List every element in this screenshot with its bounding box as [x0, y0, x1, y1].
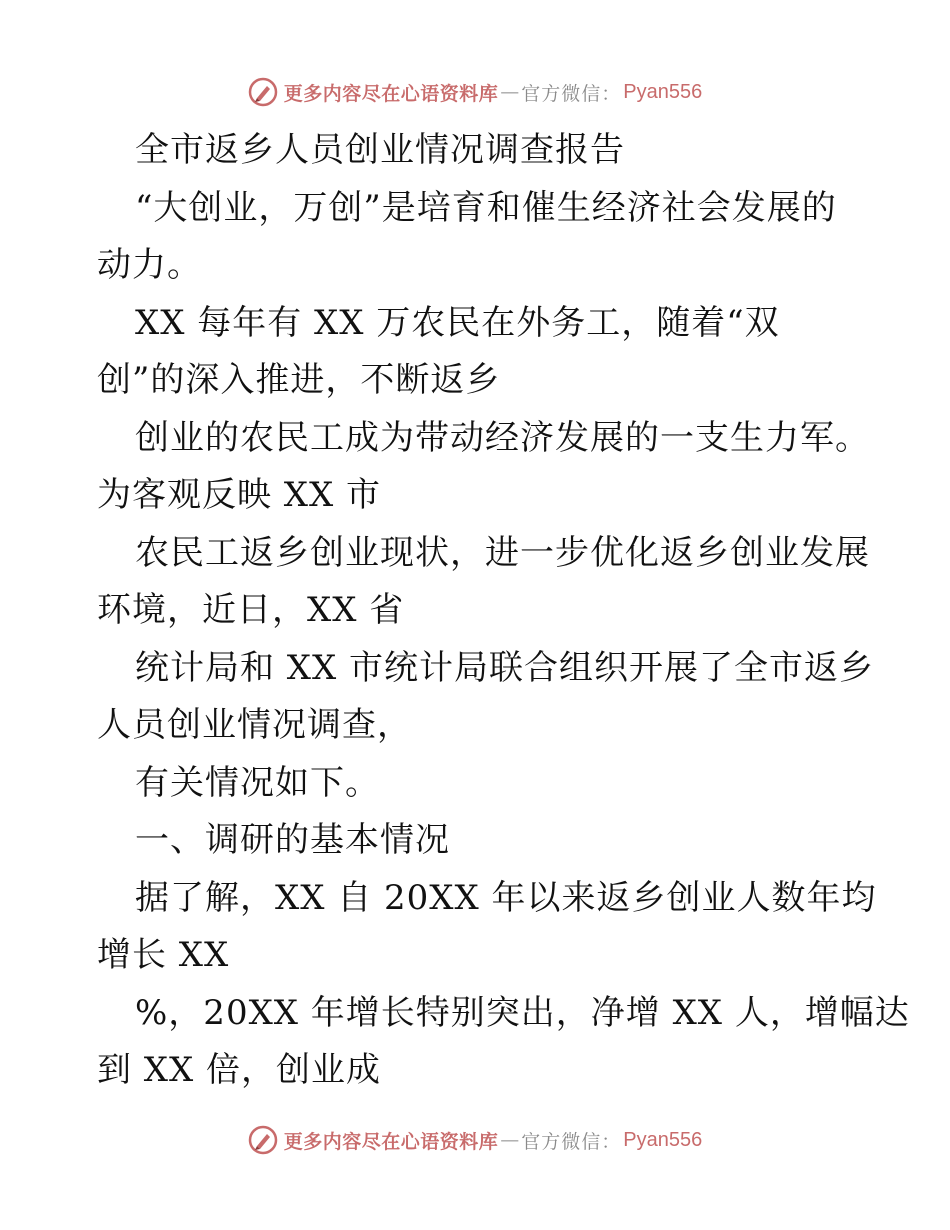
pen-logo-icon	[248, 1125, 278, 1155]
text-line: 人员创业情况调查，	[97, 705, 412, 745]
text-line: 为客观反映 XX 市	[97, 475, 382, 515]
text-line: 增长 XX	[97, 935, 230, 975]
text-line: 创业的农民工成为带动经济发展的一支生力军。	[135, 417, 870, 458]
watermark-separator: —	[500, 1129, 520, 1151]
watermark-main-text: 更多内容尽在心语资料库	[283, 1130, 499, 1153]
watermark-sub-text: 官方微信：	[521, 82, 622, 105]
text-line: 环境，近日，XX 省	[97, 590, 405, 630]
text-line: 到 XX 倍，创业成	[97, 1050, 382, 1090]
pen-logo-icon	[248, 77, 278, 107]
text-line: 统计局和 XX 市统计局联合组织开展了全市返乡	[135, 647, 875, 688]
text-line: 据了解，XX 自 20XX 年以来返乡创业人数年均	[135, 877, 877, 918]
watermark-sub-text: 官方微信：	[521, 1130, 622, 1153]
watermark-id: Pyan556	[623, 80, 703, 103]
text-line: 创”的深入推进，不断返乡	[97, 360, 501, 400]
text-line: 动力。	[97, 245, 202, 285]
text-line: 农民工返乡创业现状，进一步优化返乡创业发展	[135, 532, 870, 573]
document-body	[97, 122, 910, 1100]
text-line: 全市返乡人员创业情况调查报告	[135, 130, 625, 170]
text-line: %，20XX 年增长特别突出，净增 XX 人，增幅达	[135, 992, 910, 1033]
text-line: 有关情况如下。	[135, 762, 380, 803]
watermark-id: Pyan556	[623, 1128, 703, 1151]
footer-watermark	[0, 1120, 950, 1160]
text-line: “大创业，万创”是培育和催生经济社会发展的	[135, 187, 837, 228]
text-line: 一、调研的基本情况	[135, 820, 450, 860]
watermark-main-text: 更多内容尽在心语资料库	[283, 82, 499, 105]
header-watermark	[0, 72, 950, 112]
text-line: XX 每年有 XX 万农民在外务工，随着“双	[135, 302, 780, 343]
watermark-separator: —	[500, 81, 520, 103]
